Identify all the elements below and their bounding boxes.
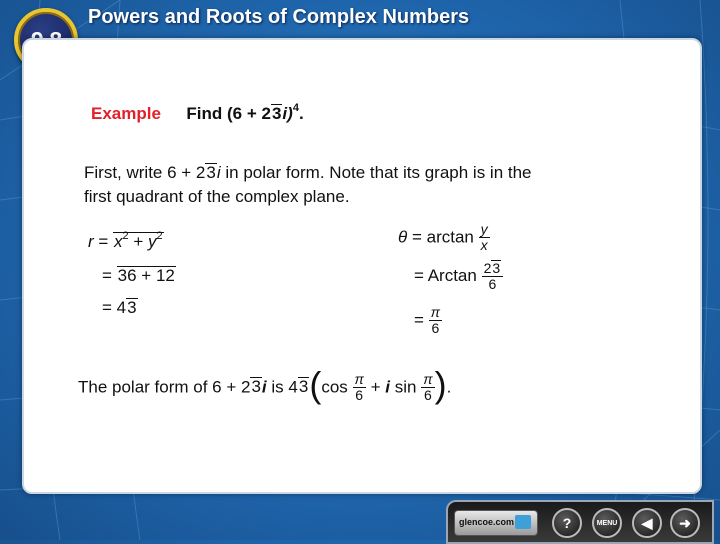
result-pi-1: π: [354, 371, 364, 387]
glencoe-link[interactable]: [454, 510, 538, 536]
intro-line-2: first quadrant of the complex plane.: [84, 187, 350, 206]
y-over-x: [479, 222, 490, 254]
intro-line-1: [84, 163, 532, 183]
result-pi-2: π: [423, 371, 433, 387]
example-power: 4: [292, 102, 299, 114]
theta-line-3: [414, 305, 442, 337]
example-sqrt: 3: [271, 104, 282, 123]
back-button[interactable]: [632, 508, 662, 538]
frac-num: [482, 260, 504, 276]
result-cos: cos: [321, 377, 353, 397]
result-text-a: The polar form of 6 + 2: [78, 377, 251, 397]
example-line: [91, 104, 304, 124]
help-icon: ?: [562, 515, 572, 531]
theta-line-1: [398, 222, 490, 254]
r-line-2: [102, 266, 176, 286]
result-i-a: i: [261, 377, 267, 397]
intro-i: i: [216, 163, 221, 182]
result-period: .: [446, 377, 452, 397]
result-frac-1: [353, 372, 366, 404]
example-find: Find (6 + 2: [186, 104, 271, 123]
r2-radical: 36 + 12: [117, 266, 175, 285]
intro-text-a: First, write 6 + 2: [84, 163, 206, 182]
example-label: Example: [91, 104, 161, 123]
forward-button[interactable]: [670, 508, 700, 538]
frac-x: x: [480, 237, 488, 254]
help-button[interactable]: [552, 508, 582, 538]
menu-button[interactable]: [592, 508, 622, 538]
forward-arrow-icon: ➜: [679, 514, 691, 531]
result-six-2: 6: [421, 387, 434, 403]
back-arrow-icon: ◀: [641, 514, 653, 531]
lesson-title: Powers and Roots of Complex Numbers: [88, 6, 470, 28]
example-i: i): [282, 104, 293, 123]
r-symbol: r: [88, 232, 94, 251]
example-period: .: [298, 104, 304, 123]
r-line-3: [102, 298, 138, 318]
result-six-1: 6: [353, 387, 366, 403]
frac-six: 6: [482, 276, 504, 292]
y-squared: 2: [156, 230, 163, 242]
glencoe-label: glencoe.com: [459, 517, 515, 527]
result-i-b: i: [385, 377, 390, 397]
theta-line-2: [414, 260, 503, 293]
result-rad-a: 3: [251, 377, 261, 397]
theta2-text: = Arctan: [414, 265, 482, 285]
r3-eq: = 4: [102, 298, 127, 317]
r-eq: =: [93, 232, 114, 251]
x-var: x: [114, 232, 123, 251]
frac-two: 2: [483, 260, 492, 276]
frac-2rad3-6: [482, 260, 504, 293]
frac-pi: π: [430, 304, 441, 320]
frac-y: y: [480, 221, 488, 237]
result-close-paren: ): [434, 364, 447, 406]
frac-pi-6: [429, 305, 442, 337]
frac-six-b: 6: [429, 320, 442, 336]
result-line: [78, 364, 452, 406]
result-is: is 4: [266, 377, 298, 397]
result-rad-b: 3: [298, 377, 309, 397]
r2-eq: =: [102, 266, 117, 285]
r-radical: [113, 232, 164, 252]
result-open-paren: (: [309, 364, 322, 406]
result-frac-2: [421, 372, 434, 404]
intro-sqrt: 3: [206, 163, 216, 182]
r-plus: +: [128, 232, 149, 251]
y-var: y: [148, 232, 157, 251]
monitor-icon: [515, 515, 531, 529]
intro-text-b: in polar form. Note that its graph is in the: [220, 163, 532, 182]
x-squared: 2: [122, 230, 129, 242]
menu-icon: MENU: [596, 519, 618, 527]
theta3-eq: =: [414, 310, 429, 330]
r-line-1: [88, 232, 164, 252]
theta-symbol: θ: [398, 227, 408, 247]
r3-radical: 3: [127, 298, 137, 317]
result-sin: sin: [390, 377, 422, 397]
result-plus: +: [365, 377, 386, 397]
frac-rad3: 3: [492, 260, 501, 276]
theta-eq: = arctan: [407, 227, 479, 247]
